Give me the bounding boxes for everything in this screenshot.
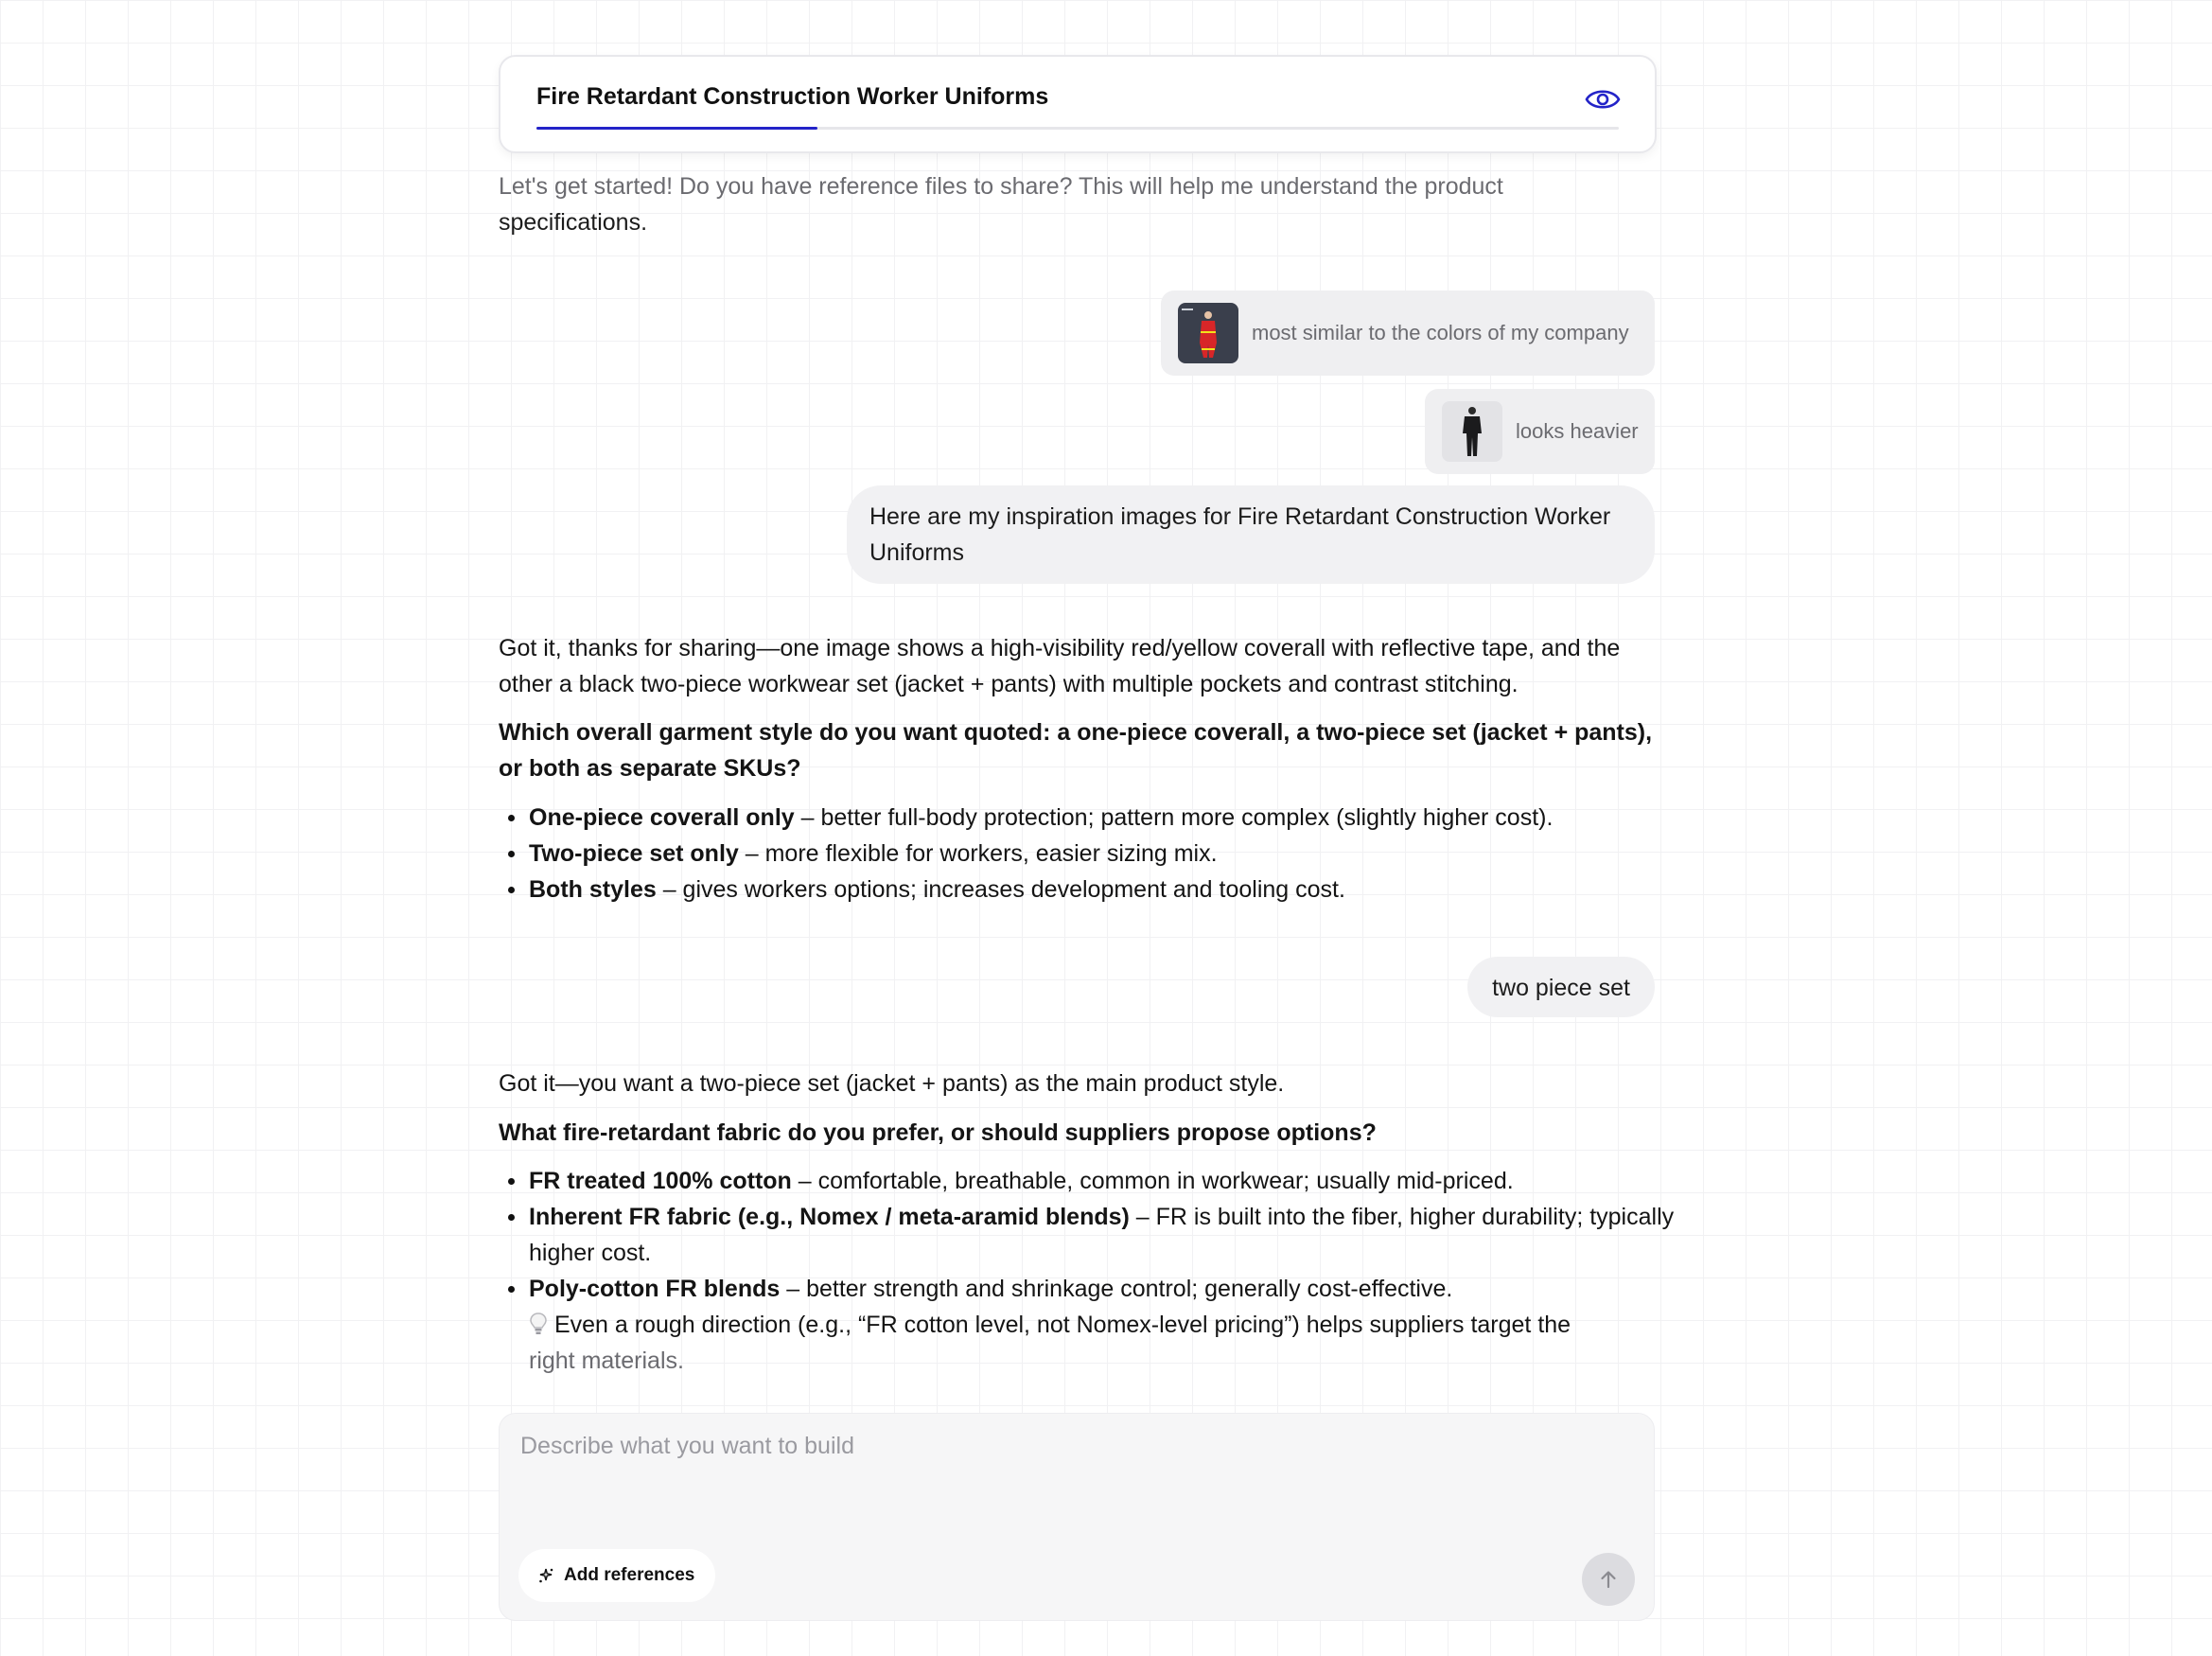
assistant-message-text: Got it—you want a two-piece set (jacket + pants) as the main product style. [499, 1070, 1285, 1097]
prompt-input[interactable] [518, 1431, 1610, 1510]
chat-column [499, 0, 1675, 1656]
eye-icon[interactable] [1585, 85, 1621, 114]
reference-chip[interactable] [1425, 389, 1655, 474]
tip-text [529, 1307, 1683, 1379]
assistant-question: What fire-retardant fabric do you prefer, or should suppliers propose options? [499, 1119, 1377, 1146]
option-description: – gives workers options; increases development and tooling cost. [656, 876, 1345, 903]
user-message-bubble: two piece set [1467, 957, 1655, 1017]
option-label: One-piece coverall only [529, 804, 795, 831]
reference-caption: looks heavier [1516, 419, 1639, 443]
arrow-up-icon [1597, 1568, 1620, 1591]
sparkle-attach-icon [537, 1567, 554, 1584]
option-description: – FR is built into the fiber, higher durability; typically higher cost. [529, 1204, 1675, 1266]
message-composer [499, 1413, 1655, 1621]
list-item [529, 836, 1683, 872]
option-description: – better full-body protection; pattern more complex (slightly higher cost). [794, 804, 1554, 831]
project-title: Fire Retardant Construction Worker Uniforms [536, 83, 1049, 110]
list-item [529, 1271, 1683, 1379]
list-item [529, 800, 1683, 836]
option-label: Poly-cotton FR blends [529, 1276, 781, 1302]
send-button[interactable] [1582, 1553, 1635, 1606]
user-message-bubble: Here are my inspiration images for Fire Retardant Construction Worker Uniforms [847, 485, 1655, 584]
assistant-question: Which overall garment style do you want quoted: a one-piece coverall, a two-piece set (jacket + pants), or both as separate SKUs? [499, 719, 1653, 782]
option-description: – comfortable, breathable, common in workwear; usually mid-priced. [791, 1168, 1514, 1194]
add-references-label: Add references [564, 1565, 695, 1585]
option-description: – better strength and shrinkage control; generally cost-effective. [780, 1276, 1453, 1302]
fabric-options-list [499, 1163, 1683, 1379]
option-label: Both styles [529, 876, 657, 903]
assistant-message-text: Got it, thanks for sharing—one image shows a high-visibility red/yellow coverall with reflective tape, and the other a black two-piece workwear set (jacket + pants) with multiple pockets and contrast stitching. [499, 635, 1621, 697]
option-label: Inherent FR fabric (e.g., Nomex / meta-aramid blends) [529, 1204, 1130, 1230]
style-options-list [499, 800, 1683, 907]
project-header-card [499, 55, 1657, 153]
tip-line-continued: right materials. [529, 1348, 684, 1374]
assistant-intro-message [499, 168, 1653, 240]
reference-caption: most similar to the colors of my company [1252, 321, 1629, 344]
list-item [529, 1163, 1683, 1199]
add-references-button[interactable] [518, 1549, 715, 1602]
black-workwear-image [1442, 401, 1502, 462]
tip-line: Even a rough direction (e.g., “FR cotton level, not Nomex-level pricing”) helps suppliers target the [548, 1312, 1571, 1338]
progress-fill [536, 127, 817, 130]
option-label: Two-piece set only [529, 840, 739, 867]
red-coverall-image [1178, 303, 1238, 363]
list-item [529, 1199, 1683, 1271]
reference-chip[interactable] [1161, 291, 1655, 376]
option-description: – more flexible for workers, easier sizing mix. [738, 840, 1218, 867]
list-item [529, 872, 1683, 907]
intro-text-continued: specifications. [499, 209, 648, 236]
progress-bar [536, 127, 1619, 130]
lightbulb-icon [529, 1312, 548, 1336]
intro-text: Let's get started! Do you have reference files to share? This will help me understand the product [499, 173, 1503, 200]
option-label: FR treated 100% cotton [529, 1168, 792, 1194]
